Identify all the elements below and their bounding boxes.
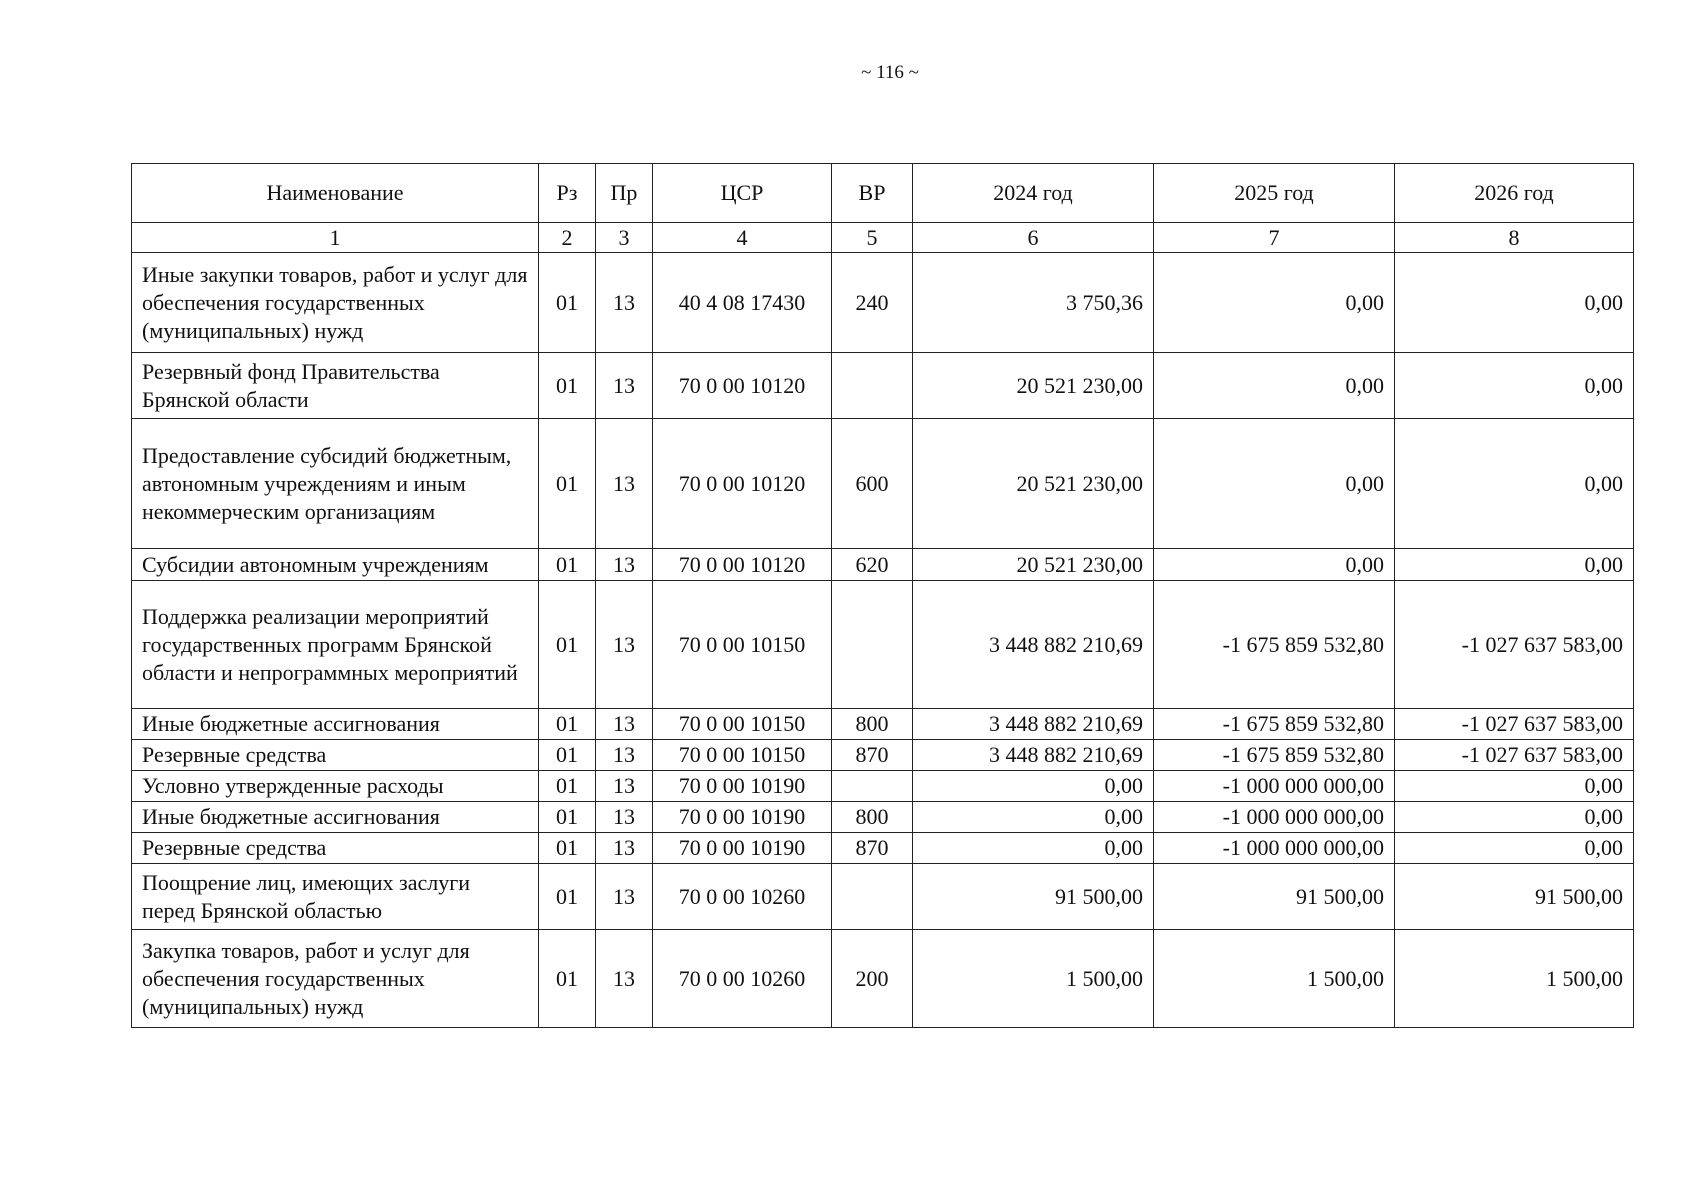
table-row — [132, 419, 1634, 549]
row-rz: 01 — [539, 253, 596, 353]
header-rz: Рз — [539, 164, 596, 223]
row-2025: 0,00 — [1154, 549, 1395, 581]
row-2026: 0,00 — [1395, 353, 1634, 419]
row-name: Резервный фонд Правительства Брянской области — [132, 353, 539, 419]
table-row — [132, 833, 1634, 864]
row-2026: 91 500,00 — [1395, 864, 1634, 930]
row-csr: 70 0 00 10120 — [653, 353, 832, 419]
header-name: Наименование — [132, 164, 539, 223]
row-pr: 13 — [596, 833, 653, 864]
row-vr: 620 — [832, 549, 913, 581]
row-vr: 870 — [832, 833, 913, 864]
table-row — [132, 709, 1634, 740]
row-2024: 20 521 230,00 — [913, 353, 1154, 419]
row-2026: -1 027 637 583,00 — [1395, 581, 1634, 709]
row-2026: 0,00 — [1395, 833, 1634, 864]
row-name: Субсидии автономным учреждениям — [132, 549, 539, 581]
row-2024: 91 500,00 — [913, 864, 1154, 930]
row-rz: 01 — [539, 581, 596, 709]
header-2026: 2026 год — [1395, 164, 1634, 223]
row-pr: 13 — [596, 802, 653, 833]
header-vr: ВР — [832, 164, 913, 223]
row-2025: 0,00 — [1154, 419, 1395, 549]
row-2026: -1 027 637 583,00 — [1395, 709, 1634, 740]
row-2026: 0,00 — [1395, 771, 1634, 802]
row-2024: 1 500,00 — [913, 930, 1154, 1028]
row-2025: 91 500,00 — [1154, 864, 1395, 930]
row-2024: 3 448 882 210,69 — [913, 740, 1154, 771]
column-number: 5 — [832, 223, 913, 253]
header-2025: 2025 год — [1154, 164, 1395, 223]
row-pr: 13 — [596, 740, 653, 771]
row-rz: 01 — [539, 864, 596, 930]
column-number: 6 — [913, 223, 1154, 253]
row-csr: 70 0 00 10120 — [653, 549, 832, 581]
row-2025: -1 000 000 000,00 — [1154, 771, 1395, 802]
row-2025: 1 500,00 — [1154, 930, 1395, 1028]
column-number: 2 — [539, 223, 596, 253]
row-name: Иные закупки товаров, работ и услуг для обеспечения государственных (муниципальных) нужд — [132, 253, 539, 353]
row-csr: 70 0 00 10150 — [653, 581, 832, 709]
header-csr: ЦСР — [653, 164, 832, 223]
table-row — [132, 549, 1634, 581]
column-number: 1 — [132, 223, 539, 253]
column-number: 7 — [1154, 223, 1395, 253]
row-name: Предоставление субсидий бюджетным, автономным учреждениям и иным некоммерческим организациям — [132, 419, 539, 549]
row-2025: -1 000 000 000,00 — [1154, 833, 1395, 864]
table-row — [132, 864, 1634, 930]
row-rz: 01 — [539, 833, 596, 864]
row-pr: 13 — [596, 549, 653, 581]
row-csr: 70 0 00 10190 — [653, 802, 832, 833]
row-2026: -1 027 637 583,00 — [1395, 740, 1634, 771]
header-2024: 2024 год — [913, 164, 1154, 223]
row-rz: 01 — [539, 802, 596, 833]
table-row — [132, 581, 1634, 709]
row-2026: 0,00 — [1395, 419, 1634, 549]
table-row — [132, 740, 1634, 771]
row-2026: 0,00 — [1395, 802, 1634, 833]
row-rz: 01 — [539, 771, 596, 802]
row-rz: 01 — [539, 549, 596, 581]
header-row — [132, 164, 1634, 223]
row-vr — [832, 581, 913, 709]
row-2024: 0,00 — [913, 802, 1154, 833]
page-number: ~ 116 ~ — [861, 62, 919, 83]
row-vr — [832, 771, 913, 802]
row-name: Условно утвержденные расходы — [132, 771, 539, 802]
table-row — [132, 930, 1634, 1028]
table-row — [132, 802, 1634, 833]
row-2024: 20 521 230,00 — [913, 549, 1154, 581]
row-pr: 13 — [596, 771, 653, 802]
row-2025: -1 000 000 000,00 — [1154, 802, 1395, 833]
row-csr: 70 0 00 10260 — [653, 864, 832, 930]
column-number: 3 — [596, 223, 653, 253]
row-csr: 40 4 08 17430 — [653, 253, 832, 353]
row-2024: 3 750,36 — [913, 253, 1154, 353]
table-row — [132, 771, 1634, 802]
row-2025: -1 675 859 532,80 — [1154, 709, 1395, 740]
row-vr — [832, 864, 913, 930]
row-vr: 800 — [832, 802, 913, 833]
row-rz: 01 — [539, 353, 596, 419]
row-pr: 13 — [596, 353, 653, 419]
row-2024: 3 448 882 210,69 — [913, 709, 1154, 740]
row-csr: 70 0 00 10190 — [653, 771, 832, 802]
row-name: Закупка товаров, работ и услуг для обеспечения государственных (муниципальных) нужд — [132, 930, 539, 1028]
row-name: Резервные средства — [132, 740, 539, 771]
row-name: Иные бюджетные ассигнования — [132, 802, 539, 833]
header-pr: Пр — [596, 164, 653, 223]
row-name: Резервные средства — [132, 833, 539, 864]
row-2025: -1 675 859 532,80 — [1154, 581, 1395, 709]
row-2026: 0,00 — [1395, 253, 1634, 353]
table-row — [132, 353, 1634, 419]
table-row — [132, 253, 1634, 353]
row-pr: 13 — [596, 930, 653, 1028]
row-2026: 0,00 — [1395, 549, 1634, 581]
row-2025: 0,00 — [1154, 353, 1395, 419]
row-2025: 0,00 — [1154, 253, 1395, 353]
row-pr: 13 — [596, 581, 653, 709]
row-name: Иные бюджетные ассигнования — [132, 709, 539, 740]
row-rz: 01 — [539, 930, 596, 1028]
row-vr: 240 — [832, 253, 913, 353]
row-pr: 13 — [596, 864, 653, 930]
row-csr: 70 0 00 10260 — [653, 930, 832, 1028]
row-csr: 70 0 00 10120 — [653, 419, 832, 549]
row-rz: 01 — [539, 709, 596, 740]
row-vr: 800 — [832, 709, 913, 740]
row-pr: 13 — [596, 253, 653, 353]
row-pr: 13 — [596, 709, 653, 740]
row-2024: 0,00 — [913, 771, 1154, 802]
row-2026: 1 500,00 — [1395, 930, 1634, 1028]
column-number: 4 — [653, 223, 832, 253]
row-2025: -1 675 859 532,80 — [1154, 740, 1395, 771]
row-name: Поддержка реализации мероприятий государственных программ Брянской области и непрограммных мероприятий — [132, 581, 539, 709]
row-2024: 20 521 230,00 — [913, 419, 1154, 549]
row-2024: 3 448 882 210,69 — [913, 581, 1154, 709]
row-csr: 70 0 00 10190 — [653, 833, 832, 864]
row-rz: 01 — [539, 740, 596, 771]
row-csr: 70 0 00 10150 — [653, 709, 832, 740]
row-csr: 70 0 00 10150 — [653, 740, 832, 771]
row-vr: 600 — [832, 419, 913, 549]
row-2024: 0,00 — [913, 833, 1154, 864]
row-vr — [832, 353, 913, 419]
column-number: 8 — [1395, 223, 1634, 253]
row-vr: 200 — [832, 930, 913, 1028]
row-pr: 13 — [596, 419, 653, 549]
row-vr: 870 — [832, 740, 913, 771]
budget-table — [131, 163, 1634, 1028]
column-number-row — [132, 223, 1634, 253]
row-name: Поощрение лиц, имеющих заслуги перед Брянской областью — [132, 864, 539, 930]
row-rz: 01 — [539, 419, 596, 549]
